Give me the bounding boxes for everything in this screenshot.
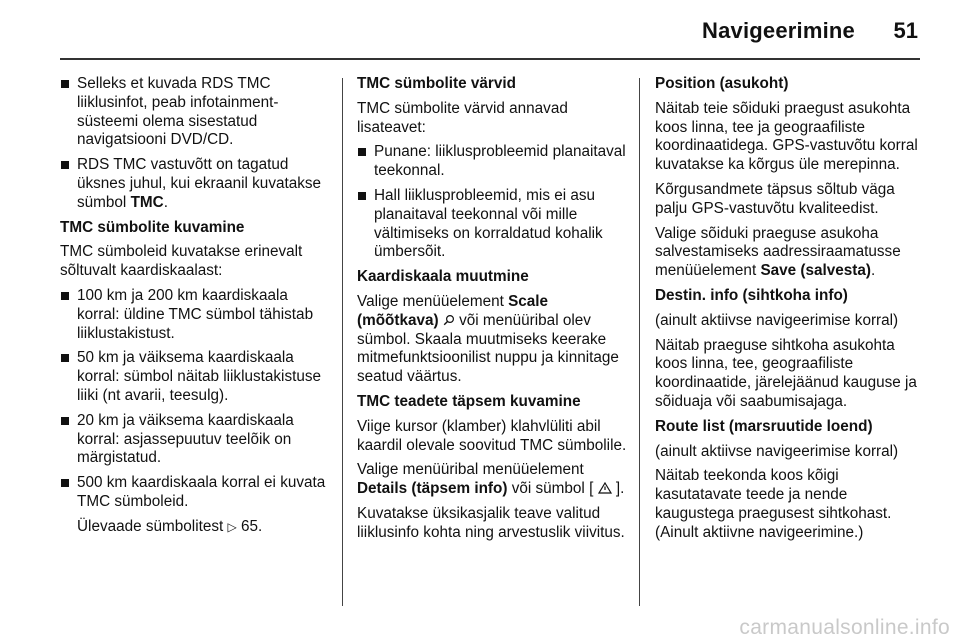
paragraph: Valige sõiduki praeguse asukoha salvestamiseks aadressiraamatusse menüüelement Save (salvesta).: [655, 224, 901, 280]
section-heading: Route list (marsruutide loend): [655, 417, 873, 435]
section-heading: Destin. info (sihtkoha info): [655, 286, 848, 304]
paragraph: (ainult aktiivse navigeerimise korral): [655, 442, 899, 460]
section-heading: Position (asukoht): [655, 75, 789, 92]
section-heading: TMC sümbolite kuvamine: [60, 218, 245, 236]
watermark: carmanualsonline.info: [739, 616, 950, 639]
list-item: 20 km ja väiksema kaardiskaala korral: asjassepuutuv teelõik on märgistatud.: [60, 412, 332, 468]
column-2: [357, 75, 633, 549]
column-1: [60, 75, 332, 543]
section-heading: TMC sümbolite värvid: [357, 75, 516, 92]
paragraph: Näitab teie sõiduki praegust asukohta koos linna, tee ja geograafiliste koordinaatidega. GPS-vastuvõtu korral kuvatakse ka kõrgus üle merepinna.: [655, 99, 918, 174]
header-divider: [60, 58, 920, 60]
list-item: 50 km ja väiksema kaardiskaala korral: sümbol näitab liiklustakistuse liiki (nt avarii, teesulg).: [60, 349, 332, 405]
section-heading: TMC teadete täpsem kuvamine: [357, 392, 581, 410]
paragraph: Viige kursor (klamber) klahvlüliti abil kaardil olevale soovitud TMC sümbolile.: [357, 417, 627, 454]
section-heading: Kaardiskaala muutmine: [357, 268, 529, 286]
page-title: Navigeerimine: [701, 18, 855, 43]
column-divider-1: [342, 78, 343, 606]
warning-triangle-icon: [593, 480, 616, 497]
list-item: 500 km kaardiskaala korral ei kuvata TMC sümboleid.: [60, 474, 332, 512]
paragraph: TMC sümbolite värvid annavad lisateavet:: [357, 99, 568, 136]
list-item: 100 km ja 200 km kaardiskaala korral: üldine TMC sümbol tähistab liiklustakistust.: [60, 287, 332, 343]
paragraph: TMC sümboleid kuvatakse erinevalt sõltuvalt kaardiskaalast:: [60, 243, 303, 280]
paragraph: Valige menüüelement Scale (mõõtkava) või menüüribal olev sümbol. Skaala muutmiseks keerake mitmefunktsioonilist nuppu ja kinnitage seatud väärtus.: [357, 292, 619, 386]
list-item: RDS TMC vastuvõtt on tagatud üksnes juhul, kui ekraanil kuvatakse sümbol TMC.: [60, 156, 332, 212]
list-item: Punane: liiklusprobleemid planaitaval teekonnal.: [357, 143, 633, 181]
page-ref-link[interactable]: 65.: [240, 517, 263, 535]
paragraph: Näitab praeguse sihtkoha asukohta koos linna, tee, geograafiliste koordinaatide, järelejäänud kauguse ja sõiduaja või saabumisajaga.: [655, 336, 917, 410]
column-divider-2: [639, 78, 640, 606]
paragraph: (ainult aktiivse navigeerimise korral): [655, 311, 899, 329]
list-item: Selleks et kuvada RDS TMC liiklusinfot, peab infotainment-süsteemi olema sisestatud navigatsiooni DVD/CD.: [60, 75, 332, 150]
magnifier-icon: [443, 312, 459, 329]
paragraph: Kõrgusandmete täpsus sõltub väga palju GPS-vastuvõtu kvaliteedist.: [655, 180, 895, 217]
paragraph: Näitab teekonda koos kõigi kasutatavate teede ja nende kaugustega praegusest sihtkohast. (Ainult aktiivne navigeerimine.): [655, 467, 892, 541]
list-item: Hall liiklusprobleemid, mis ei asu planaitaval teekonnal või mille vältimiseks on korraldatud kohalik ümbersõit.: [357, 187, 633, 262]
column-3: [655, 75, 923, 549]
arrow-ref-icon: ▷: [227, 519, 237, 534]
paragraph: Kuvatakse üksikasjalik teave valitud liiklusinfo kohta ning arvestuslik viivitus.: [357, 504, 625, 541]
paragraph: Valige menüüribal menüüelement Details (täpsem info) või sümbol [ ].: [357, 461, 625, 498]
page-number: 51: [893, 18, 918, 43]
overview-reference: Ülevaade sümbolitest ▷ 65.: [77, 517, 263, 535]
